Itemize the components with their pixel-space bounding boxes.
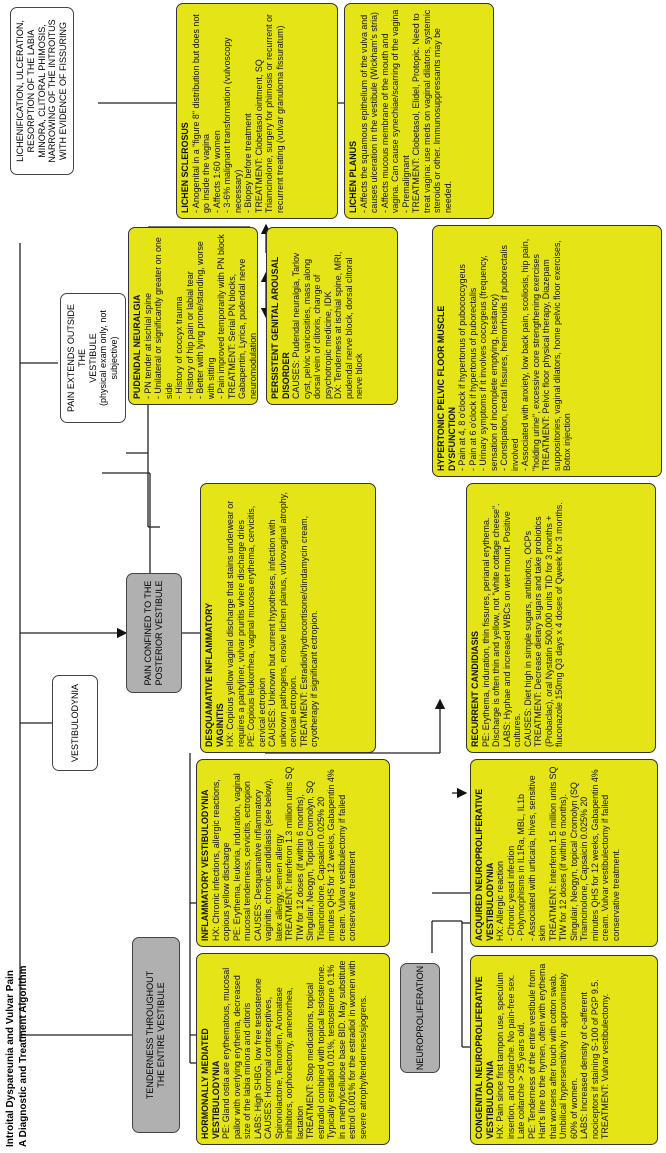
- box-acquired-title: ACQUIRED NEUROPROLIFERATIVE VESTIBULODYNIA: [474, 788, 495, 941]
- box-hypertonic: [432, 225, 662, 477]
- box-pgad-text: CAUSES: Pudendal neuralgia, Tarlov cyst, pelvic varicosities, mass along dorsal vein of clitoris, change of psychotropic medicine, IDK DX: Tenderness at ischial spine, MRI, pudendal nerve block, dorsal clitoral nerve block: [291, 251, 364, 399]
- box-candidiasis: [466, 483, 656, 753]
- box-hypertonic-title: HYPERTONIC PELVIC FLOOR MUSCLE DYSFUNCTION: [436, 305, 457, 471]
- box-hormonal-text: PE: Gland ostia are erythematous, mucosal pallor with overlying erythema, decreased size of the labia minora and clitoris LABS: High SHBG, low free testosterone CAUSES: Hormonal contraceptives, Spironolactone, Tamoxifen, Aromatase inhibitors, oophorectomy, amenorrhea, lactation TREATMENT: Stop medications, topical estradiol combined with topical testosterone. Typically estradiol 0.01%, testosterone 0.1% in a methylcellulose base BID. May substitute estriol 0.001% for the estradiol in women with severe atrophy/tenderness/sjogrens.: [221, 960, 368, 1139]
- node-tenderness: TENDERNESS THROUGHOUT THE ENTIRE VESTIBULE: [132, 937, 180, 1133]
- box-hormonal-title: HORMONALLY MEDIATED VESTIBULODYNIA: [200, 1028, 221, 1139]
- node-lichenification: LICHENIFICATION, ULCERATION, RESORPTION OF THE LABIA MINORA, CLITORAL PHIMOSIS, NARROWING OF THE INTROITUS WITH EVIDENCE OF FISSURING: [10, 7, 74, 175]
- box-lichen-planus: [344, 3, 494, 219]
- page-title: Introital Dyspareunia and Vulvar Pain A Diagnostic and Treatment Algorithm: [5, 965, 29, 1147]
- box-hypertonic-text: - Pain at 4, 8 o'clock if hypertonus of pubococcygeus - Pain at 6 o'clock if hypertonus of puborectalis - Urinary symptoms if it involves coccygeus (frequency, sensation of incomplete emptying, hesitancy) - Constipation, rectal fissures, hemorrhoids if puborectalis involved - Associated with anxiety, low back pain, scoliosis, hip pain, "holding urine", excessive core strengthening exercises TREATMENT: Pelvic floor physical therapy, Diazepam suppositories, vaginal dilators, home pelvic floor exercises, Botox injection: [457, 238, 572, 471]
- box-lichen-sclerosus-text: - Anogenital in a "figure 8" distribution but does not go inside the vagina - Affects 1:60 women - 3-6% malignant transformation (vulvoscopy necessary) - Biopsy before treatment TREATMENT: Clobetasol ointment, SQ Triamcinolone, surgery for phimosis or recurrent or recurrent treating (vulvar granuloma fissuratum): [190, 14, 285, 213]
- box-acquired: [470, 759, 658, 947]
- node-posterior: PAIN CONFINED TO THE POSTERIOR VESTIBULE: [126, 573, 182, 693]
- box-pudendal-text: - PN tender at ischial spine - Unilateral or significantly greater on one side - History of coccyx trauma - History of hip pain or labial tear - Better with lying prone/standing, worse with sitting - Pain improved temporarily with PN block TREATMENT: Serial PN blocks, Gabapentin, Lyrica, pudendal nerve neuromodulation: [142, 234, 258, 399]
- box-diva-title: DESQUAMATIVE INFLAMMATORY VAGINITIS: [204, 602, 225, 747]
- box-congenital-text: HX: Pain since first tampon use, speculum insertion, and coitarche. No pain-free sex. Late coitarche > 25 years old. PE: Tenderness of the entire vestibule from Hart's line to the hymen, often with erythema that worsens after touch with cotton swab. Umbilical hypersensitivity in approximately 60% of women. LABS: Increased density of c-afferent nociceptors if staining S-100 of PGP 9.5. TREATMENT: Vulvar vestibulectomy.: [495, 963, 610, 1139]
- box-acquired-text: HX: Allergic reaction - Chronic yeast infection - Polymorphisms in IL1Ra, MBL, IL1b - Associated with urticaria, hives, sensitive skin TREATMENT: Interferon 1.5 million units SQ TIW for 12 doses (if within 6 months). Singulair, Neogyn, topical Cromolyn (SQ Triamcinolone, Capsaicin 0.025% 20 minutes QHS for 12 weeks, Gabapentin 4% cream. Vulvar vestibulectomy if failed conservative treatment.: [495, 766, 621, 941]
- box-diva: [200, 483, 376, 753]
- box-inflammatory-text: HX: Chronic infections, allergic reactions, copious yellow discharge PE: Erythema, leukoria, induration, vaginal mucosal tenderness, cervicitis, ectropion CAUSES: Desquamative inflammatory vaginitis, chronic candidiasis (see below), latex allergy, semen allergy TREATMENT: Interferon 1.3 million units SQ TIW for 12 doses (if within 6 months), Singulair, Neogyn, Topical Cromolyn, SQ Triamcinolone, Capsaicin 0.025% 20 minutes QHS for 12 weeks, Gabapentin 4% cream. Vulvar vestibulectomy if failed conservative treatment: [210, 766, 357, 941]
- box-pgad: [266, 227, 398, 405]
- box-candidiasis-text: PE: Erythema, induration, thin fissures, perianal erythema. Discharge is often thin and yellow, not "white cottage cheese". LABS: Hyphae and increased WBCs on wet mount. Positive cultures. CAUSES: Diet high in simple sugars, antibiotics, OCPs TREATMENT: Decrease dietary sugars and take probiotics (Probaclac), oral Nystatin 500,000 units TID for 3 months + fluconazole 150mg Q3 days x 4 doses of Qweek for 3 months.: [480, 502, 564, 747]
- box-inflammatory: [196, 759, 390, 947]
- node-outside: PAIN EXTENDS OUTSIDE THE VESTIBULE (physical exam only, not subjective): [60, 293, 126, 423]
- box-pudendal-title: PUDENDAL NEURALGIA: [132, 294, 142, 399]
- box-hormonal: [196, 953, 390, 1145]
- box-congenital-title: CONGENITAL NEUROPROLIFERATIVE VESTIBULODYNIA: [474, 976, 495, 1139]
- box-congenital: [470, 955, 658, 1145]
- node-neuroproliferation: NEUROPROLIFERATION: [400, 963, 440, 1073]
- box-lichen-planus-text: - Affects the squamous epithelium of the vulva and causes ulceration in the vestibule (Wickham's stria) - Affects mucous membrane of the mouth and vagina. Can cause synechiae/scarring of the vagina - Premalignant TREATMENT: Clobetasol, Elidel, Protopic. Need to treat vagina: use meds on vaginal dilators, systemic steroids or other. Immunosuppressants may be needed.: [358, 9, 453, 213]
- node-vestibulodynia: VESTIBULODYNIA: [52, 675, 98, 771]
- box-candidiasis-title: RECURRENT CANDIDIASIS: [470, 631, 480, 747]
- box-pudendal: [128, 227, 258, 405]
- box-diva-text: HX: Copious yellow vaginal discharge that stains underwear or requires a pantyliner, vulvar pruritis where discharge dries PE: Copious leukorrhea, vaginal mucosa erythema, cervicitis, cervical ectropion CAUSES: Unknown but current hypotheses, infection with unknown pathogens, erosive lichen planus, vulvovaginal atrophy, cervical ectropion. TREATMENT: Estradiol/hydrocortisone/clindamycin cream, cryotherapy if significant ectropion.: [225, 492, 319, 747]
- box-lichen-planus-title: LICHEN PLANUS: [348, 141, 358, 213]
- box-inflammatory-title: INFLAMMATORY VESTIBULODYNIA: [200, 789, 210, 941]
- box-lichen-sclerosus: [176, 3, 338, 219]
- box-lichen-sclerosus-title: LICHEN SCLEROSUS: [180, 122, 190, 213]
- box-pgad-title: PERSISTENT GENITAL AROUSAL DISORDER: [270, 256, 291, 399]
